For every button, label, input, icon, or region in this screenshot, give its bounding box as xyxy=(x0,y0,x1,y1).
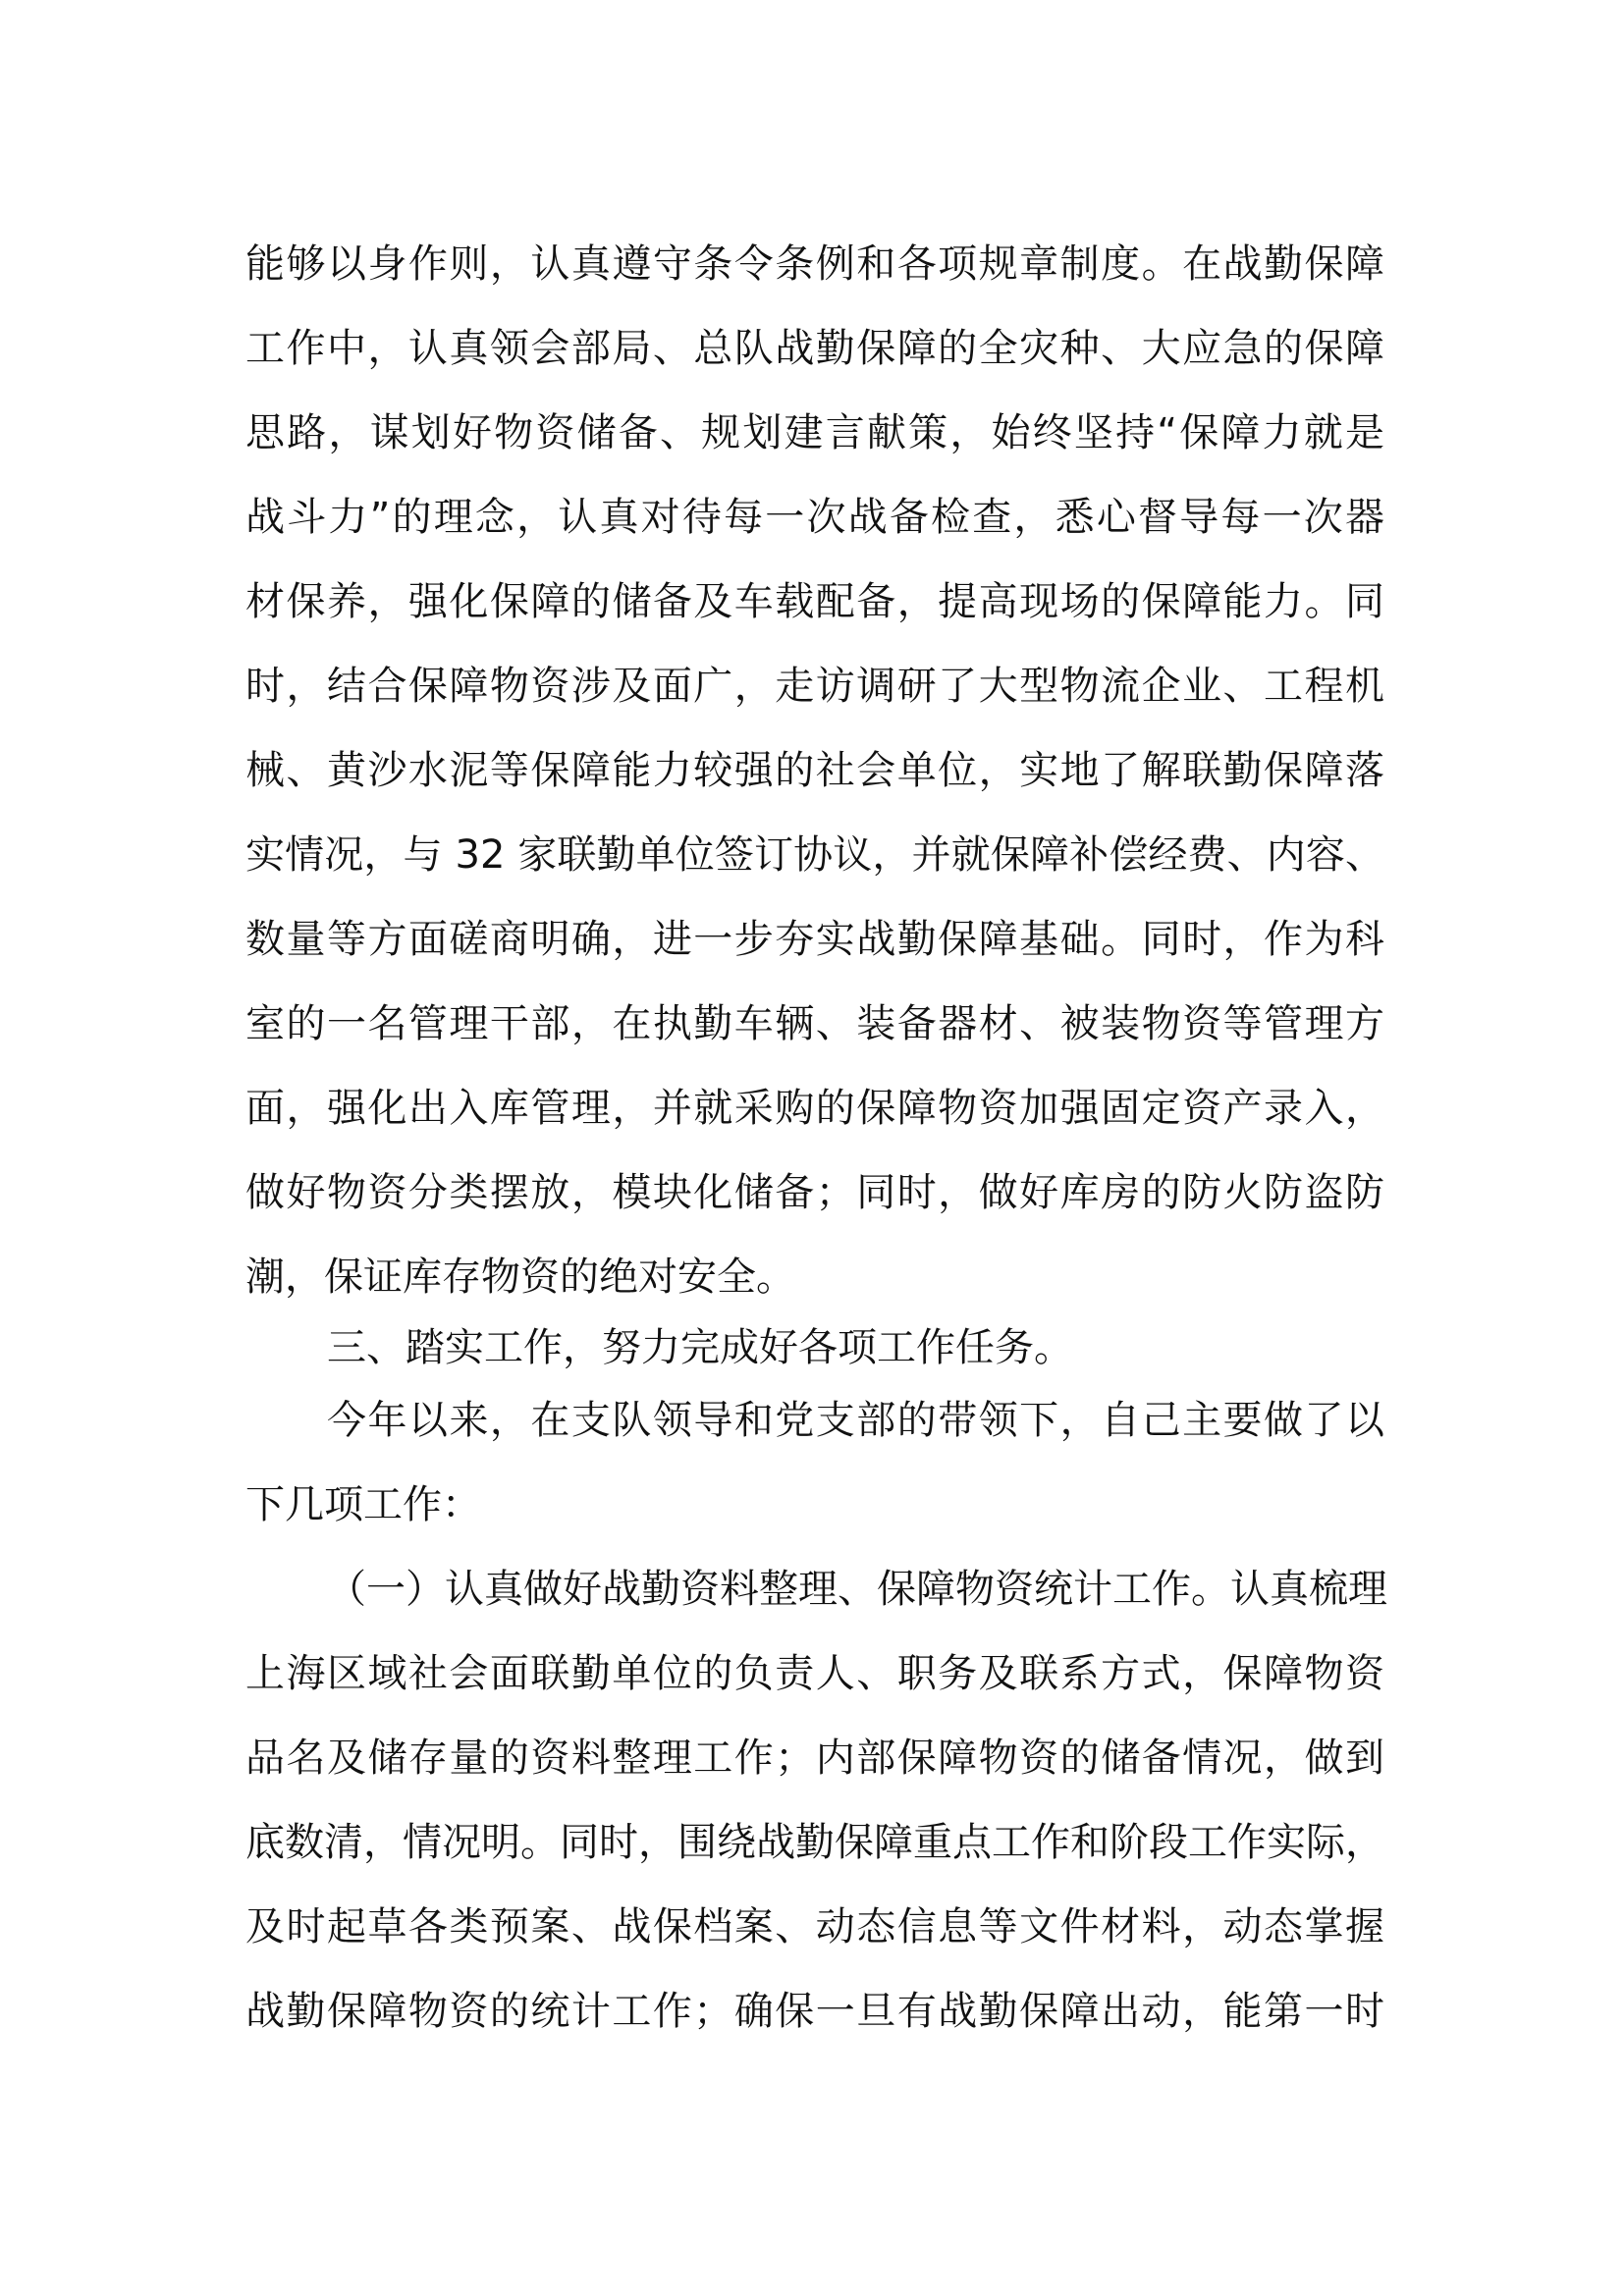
paragraph-line: 室的一名管理干部，在执勤车辆、装备器材、被装物资等管理方 xyxy=(245,1001,1384,1046)
paragraph-line: 及时起草各类预案、战保档案、动态信息等文件材料，动态掌握 xyxy=(245,1904,1384,1949)
paragraph-line: 时，结合保障物资涉及面广，走访调研了大型物流企业、工程机 xyxy=(245,664,1384,709)
paragraph-line: 战斗力”的理念，认真对待每一次战备检查，悉心督导每一次器 xyxy=(245,495,1384,540)
paragraph-line: 材保养，强化保障的储备及车载配备，提高现场的保障能力。同 xyxy=(245,579,1384,624)
paragraph-line: 做好物资分类摆放，模块化储备；同时，做好库房的防火防盗防 xyxy=(245,1170,1384,1215)
paragraph-line: 思路，谋划好物资储备、规划建言献策，始终坚持“保障力就是 xyxy=(245,410,1384,455)
paragraph-line: 面，强化出入库管理，并就采购的保障物资加强固定资产录入， xyxy=(245,1086,1384,1131)
paragraph-line: 数量等方面磋商明确，进一步夯实战勤保障基础。同时，作为科 xyxy=(245,917,1384,962)
paragraph-line: 品名及储存量的资料整理工作；内部保障物资的储备情况，做到 xyxy=(245,1735,1384,1781)
paragraph-line: 今年以来，在支队领导和党支部的带领下，自己主要做了以 xyxy=(327,1398,1384,1443)
paragraph-line: 潮，保证库存物资的绝对安全。 xyxy=(245,1255,795,1300)
paragraph-line: 战勤保障物资的统计工作；确保一旦有战勤保障出动，能第一时 xyxy=(245,1989,1384,2034)
subsection-heading: （一）认真做好战勤资料整理、保障物资统计工作。认真梳理 xyxy=(327,1567,1387,1612)
paragraph-line: 下几项工作： xyxy=(245,1482,481,1527)
paragraph-line: 实情况，与 32 家联勤单位签订协议，并就保障补偿经费、内容、 xyxy=(245,832,1384,878)
paragraph-line: 上海区域社会面联勤单位的负责人、职务及联系方式，保障物资 xyxy=(245,1651,1384,1696)
section-heading: 三、踏实工作，努力完成好各项工作任务。 xyxy=(327,1325,1073,1370)
paragraph-line: 能够以身作则，认真遵守条令条例和各项规章制度。在战勤保障 xyxy=(245,241,1384,287)
paragraph-line: 械、黄沙水泥等保障能力较强的社会单位，实地了解联勤保障落 xyxy=(245,748,1384,793)
paragraph-line: 底数清，情况明。同时，围绕战勤保障重点工作和阶段工作实际， xyxy=(245,1820,1384,1865)
paragraph-line: 工作中，认真领会部局、总队战勤保障的全灾种、大应急的保障 xyxy=(245,326,1384,371)
